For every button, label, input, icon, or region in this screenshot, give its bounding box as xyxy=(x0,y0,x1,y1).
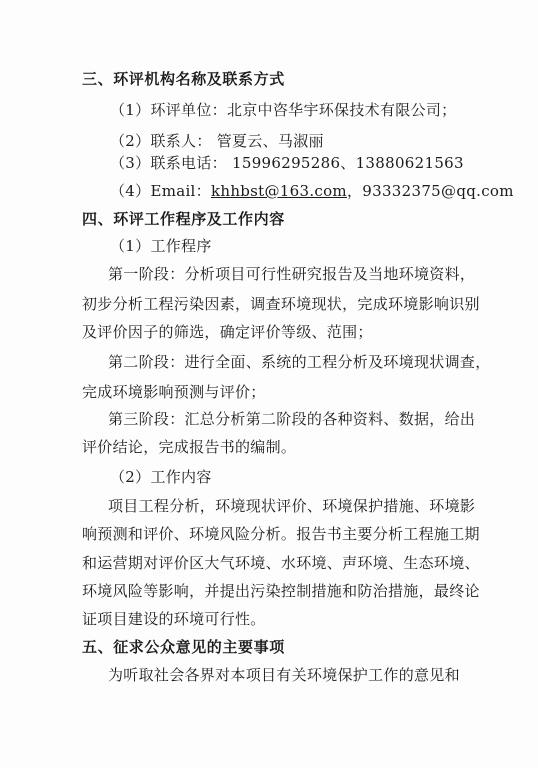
stage2-line-1: 第二阶段：进行全面、系统的工程分析及环境现状调查， xyxy=(108,353,491,371)
stage1-line-3: 及评价因子的筛选，确定评价等级、范围； xyxy=(82,323,373,341)
email-link[interactable]: khhbst@163.com xyxy=(210,182,347,200)
contact-phone: （3）联系电话： 15996295286、13880621563 xyxy=(110,154,464,172)
email-prefix: （4）Email： xyxy=(110,182,211,200)
content-line-3: 和运营期对评价区大气环境、水环境、声环境、生态环境、 xyxy=(82,554,480,572)
section-4-heading: 四、环评工作程序及工作内容 xyxy=(82,210,285,228)
section-3-heading: 三、环评机构名称及联系方式 xyxy=(82,70,285,88)
stage3-line-1: 第三阶段：汇总分析第二阶段的各种资料、数据，给出 xyxy=(108,410,476,428)
content-line-4: 环境风险等影响，并提出污染控制措施和防治措施，最终论 xyxy=(82,582,480,600)
content-line-5: 证项目建设的环境可行性。 xyxy=(82,610,266,628)
section-5-heading: 五、征求公众意见的主要事项 xyxy=(82,638,285,656)
subheading-work-content: （2）工作内容 xyxy=(110,468,212,486)
contact-unit: （1）环评单位：北京中咨华宇环保技术有限公司； xyxy=(110,101,457,119)
subheading-work-procedure: （1）工作程序 xyxy=(110,237,212,255)
email-rest: ，93332375@qq.com xyxy=(346,182,514,200)
stage3-line-2: 评价结论，完成报告书的编制。 xyxy=(82,438,297,456)
stage1-line-2: 初步分析工程污染因素，调查环境现状，完成环境影响识别 xyxy=(82,295,480,313)
stage1-line-1: 第一阶段：分析项目可行性研究报告及当地环境资料， xyxy=(108,265,476,283)
content-line-1: 项目工程分析，环境现状评价、环境保护措施、环境影 xyxy=(108,497,476,515)
contact-person: （2）联系人： 管夏云、马淑丽 xyxy=(110,132,324,150)
content-line-2: 响预测和评价、环境风险分析。报告书主要分析工程施工期 xyxy=(82,525,480,543)
s5-line-1: 为听取社会各界对本项目有关环境保护工作的意见和 xyxy=(108,666,460,684)
stage2-line-2: 完成环境影响预测与评价； xyxy=(82,383,266,401)
contact-email xyxy=(110,181,514,201)
